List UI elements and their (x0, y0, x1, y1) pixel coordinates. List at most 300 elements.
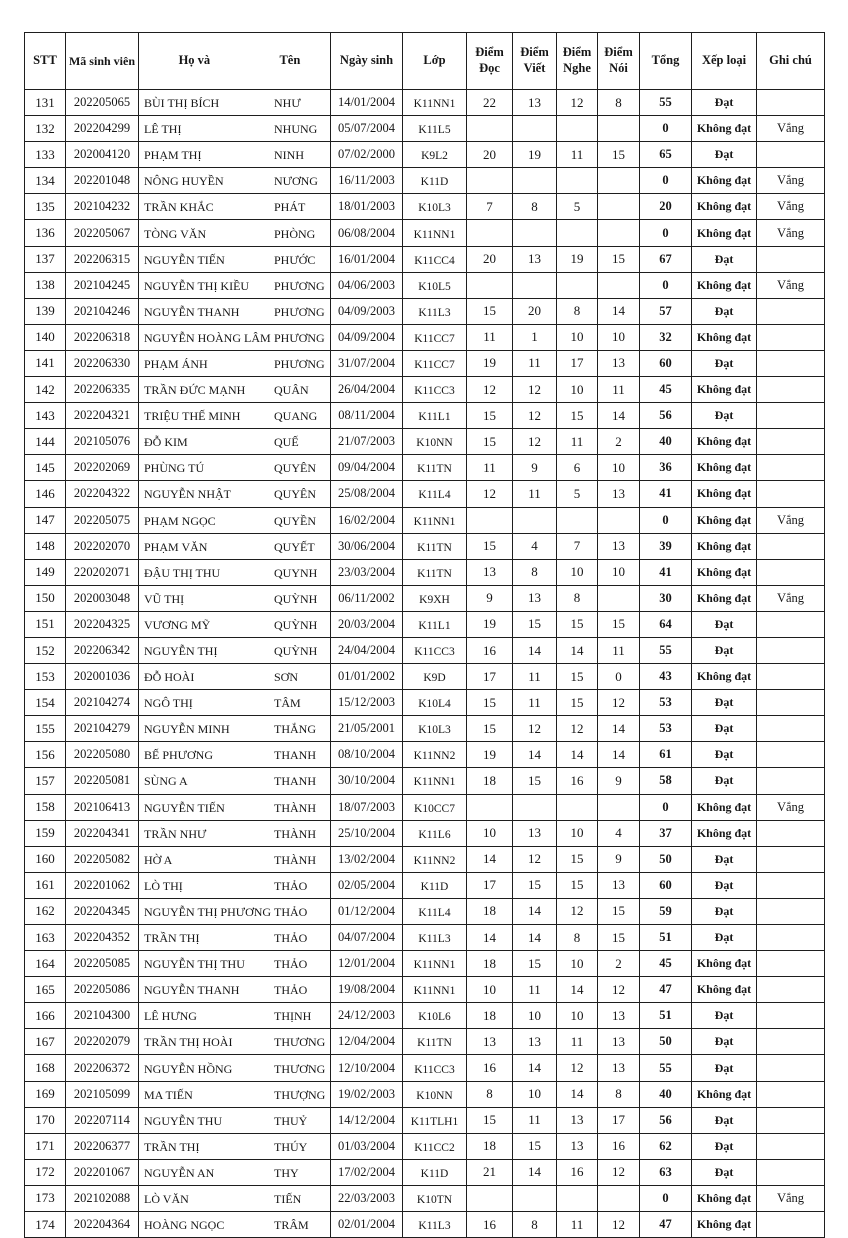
cell-stt: 154 (25, 690, 66, 716)
cell-family-name: MA TIẾN (144, 1087, 193, 1102)
cell-writing-score (513, 168, 557, 194)
cell-stt: 156 (25, 742, 66, 768)
cell-student-id: 202202069 (66, 455, 139, 481)
cell-stt: 170 (25, 1107, 66, 1133)
cell-note (757, 1212, 825, 1238)
table-row (25, 1081, 825, 1107)
cell-note (757, 820, 825, 846)
cell-total: 57 (640, 298, 692, 324)
cell-stt: 140 (25, 324, 66, 350)
cell-listening-score: 7 (557, 533, 598, 559)
cell-class: K11TN (403, 1029, 467, 1055)
cell-listening-score: 8 (557, 585, 598, 611)
cell-note: Vắng (757, 794, 825, 820)
cell-reading-score: 16 (467, 637, 513, 663)
cell-class: K11L5 (403, 116, 467, 142)
cell-birthdate: 04/09/2003 (331, 298, 403, 324)
cell-speaking-score: 4 (598, 820, 640, 846)
col-header-ten: Tên (279, 53, 301, 68)
cell-listening-score (557, 220, 598, 246)
cell-class: K11NN1 (403, 220, 467, 246)
cell-birthdate: 19/08/2004 (331, 977, 403, 1003)
cell-writing-score: 10 (513, 1003, 557, 1029)
cell-total: 60 (640, 350, 692, 376)
cell-fullname (139, 1081, 331, 1107)
cell-family-name: ĐỖ HOÀI (144, 670, 195, 685)
cell-birthdate: 18/07/2003 (331, 794, 403, 820)
cell-note: Vắng (757, 507, 825, 533)
cell-listening-score: 12 (557, 1055, 598, 1081)
cell-classification: Đạt (692, 1159, 757, 1185)
cell-speaking-score (598, 194, 640, 220)
cell-fullname (139, 585, 331, 611)
cell-writing-score: 14 (513, 898, 557, 924)
cell-reading-score: 18 (467, 898, 513, 924)
cell-given-name: QUỲNH (274, 591, 318, 606)
cell-total: 50 (640, 846, 692, 872)
cell-student-id: 202106413 (66, 794, 139, 820)
cell-reading-score: 10 (467, 977, 513, 1003)
cell-reading-score: 15 (467, 298, 513, 324)
table-row (25, 716, 825, 742)
cell-classification: Không đạt (692, 507, 757, 533)
cell-family-name: NGUYỄN THANH (144, 304, 240, 319)
cell-given-name: THƯƠNG (274, 1061, 326, 1076)
cell-birthdate: 25/10/2004 (331, 820, 403, 846)
cell-speaking-score: 13 (598, 872, 640, 898)
cell-class: K11L4 (403, 898, 467, 924)
table-row (25, 350, 825, 376)
cell-classification: Đạt (692, 1107, 757, 1133)
cell-student-id: 202205080 (66, 742, 139, 768)
cell-student-id: 202202070 (66, 533, 139, 559)
cell-student-id: 202205081 (66, 768, 139, 794)
cell-reading-score: 11 (467, 455, 513, 481)
cell-student-id: 202204341 (66, 820, 139, 846)
cell-fullname (139, 690, 331, 716)
cell-class: K11L3 (403, 925, 467, 951)
cell-birthdate: 08/10/2004 (331, 742, 403, 768)
cell-birthdate: 25/08/2004 (331, 481, 403, 507)
cell-reading-score (467, 507, 513, 533)
cell-stt: 144 (25, 429, 66, 455)
cell-stt: 147 (25, 507, 66, 533)
table-row (25, 1107, 825, 1133)
cell-classification: Không đạt (692, 455, 757, 481)
cell-stt: 158 (25, 794, 66, 820)
cell-listening-score: 15 (557, 403, 598, 429)
cell-given-name: PHƯƠNG (274, 330, 325, 345)
cell-listening-score (557, 116, 598, 142)
cell-fullname (139, 846, 331, 872)
cell-writing-score: 12 (513, 403, 557, 429)
cell-birthdate: 07/02/2000 (331, 142, 403, 168)
cell-classification: Không đạt (692, 664, 757, 690)
cell-note: Vắng (757, 220, 825, 246)
cell-classification: Đạt (692, 898, 757, 924)
col-header-note: Ghi chú (757, 33, 825, 90)
cell-writing-score: 8 (513, 559, 557, 585)
cell-student-id: 202202079 (66, 1029, 139, 1055)
cell-classification: Không đạt (692, 194, 757, 220)
cell-fullname (139, 272, 331, 298)
cell-fullname (139, 898, 331, 924)
cell-birthdate: 17/02/2004 (331, 1159, 403, 1185)
cell-fullname (139, 664, 331, 690)
cell-speaking-score: 14 (598, 716, 640, 742)
cell-family-name: NÔNG HUYỀN (144, 174, 224, 189)
table-row (25, 429, 825, 455)
cell-note (757, 846, 825, 872)
cell-listening-score: 5 (557, 481, 598, 507)
cell-class: K10CC7 (403, 794, 467, 820)
cell-classification: Không đạt (692, 794, 757, 820)
cell-total: 55 (640, 1055, 692, 1081)
cell-reading-score: 19 (467, 611, 513, 637)
cell-speaking-score: 11 (598, 637, 640, 663)
cell-note (757, 977, 825, 1003)
cell-birthdate: 04/09/2004 (331, 324, 403, 350)
cell-fullname (139, 507, 331, 533)
cell-given-name: TRÂM (274, 1218, 309, 1233)
cell-class: K10NN (403, 1081, 467, 1107)
cell-stt: 172 (25, 1159, 66, 1185)
cell-speaking-score: 2 (598, 951, 640, 977)
cell-student-id: 220202071 (66, 559, 139, 585)
cell-writing-score: 14 (513, 925, 557, 951)
cell-total: 20 (640, 194, 692, 220)
cell-class: K11L1 (403, 611, 467, 637)
cell-writing-score: 13 (513, 246, 557, 272)
cell-family-name: HOÀNG NGỌC (144, 1218, 225, 1233)
cell-speaking-score: 15 (598, 246, 640, 272)
cell-classification: Đạt (692, 142, 757, 168)
cell-given-name: QUYÊN (274, 487, 316, 502)
table-row (25, 690, 825, 716)
cell-total: 47 (640, 1212, 692, 1238)
cell-family-name: PHẠM ÁNH (144, 356, 208, 371)
cell-student-id: 202201067 (66, 1159, 139, 1185)
cell-class: K11TN (403, 559, 467, 585)
cell-note (757, 690, 825, 716)
col-header-ho: Họ và (178, 53, 211, 68)
cell-note (757, 533, 825, 559)
cell-birthdate: 05/07/2004 (331, 116, 403, 142)
cell-fullname (139, 168, 331, 194)
cell-student-id: 202204345 (66, 898, 139, 924)
cell-fullname (139, 116, 331, 142)
cell-classification: Không đạt (692, 220, 757, 246)
cell-writing-score: 12 (513, 846, 557, 872)
cell-writing-score (513, 272, 557, 298)
cell-fullname (139, 403, 331, 429)
cell-note (757, 951, 825, 977)
cell-total: 51 (640, 925, 692, 951)
cell-fullname (139, 794, 331, 820)
cell-note (757, 1133, 825, 1159)
cell-birthdate: 18/01/2003 (331, 194, 403, 220)
cell-birthdate: 21/07/2003 (331, 429, 403, 455)
cell-birthdate: 14/01/2004 (331, 90, 403, 116)
table-body (25, 90, 825, 1238)
cell-speaking-score (598, 168, 640, 194)
cell-total: 0 (640, 794, 692, 820)
cell-reading-score: 15 (467, 690, 513, 716)
cell-writing-score: 11 (513, 977, 557, 1003)
cell-birthdate: 16/11/2003 (331, 168, 403, 194)
cell-note (757, 429, 825, 455)
cell-given-name: NƯƠNG (274, 174, 318, 189)
cell-family-name: TRẦN THỊ HOÀI (144, 1035, 233, 1050)
cell-note (757, 142, 825, 168)
cell-classification: Không đạt (692, 1185, 757, 1211)
cell-total: 64 (640, 611, 692, 637)
cell-birthdate: 23/03/2004 (331, 559, 403, 585)
cell-reading-score: 20 (467, 142, 513, 168)
cell-fullname (139, 768, 331, 794)
table-row (25, 507, 825, 533)
cell-classification: Đạt (692, 1003, 757, 1029)
cell-classification: Đạt (692, 403, 757, 429)
cell-writing-score (513, 1185, 557, 1211)
cell-family-name: ĐẬU THỊ THU (144, 565, 221, 580)
cell-listening-score: 6 (557, 455, 598, 481)
cell-speaking-score (598, 1185, 640, 1211)
col-header-student-id: Mã sinh viên (66, 33, 139, 90)
cell-given-name: THÀNH (274, 800, 316, 815)
cell-birthdate: 02/01/2004 (331, 1212, 403, 1238)
cell-note: Vắng (757, 1185, 825, 1211)
cell-total: 45 (640, 377, 692, 403)
cell-writing-score: 14 (513, 742, 557, 768)
cell-stt: 152 (25, 637, 66, 663)
cell-listening-score: 14 (557, 977, 598, 1003)
cell-fullname (139, 742, 331, 768)
cell-stt: 157 (25, 768, 66, 794)
cell-total: 55 (640, 637, 692, 663)
cell-classification: Đạt (692, 350, 757, 376)
cell-class: K10TN (403, 1185, 467, 1211)
cell-listening-score: 10 (557, 951, 598, 977)
cell-speaking-score: 8 (598, 1081, 640, 1107)
cell-birthdate: 31/07/2004 (331, 350, 403, 376)
cell-given-name: PHƯƠNG (274, 356, 325, 371)
cell-student-id: 202104245 (66, 272, 139, 298)
table-row (25, 951, 825, 977)
cell-note (757, 1159, 825, 1185)
cell-reading-score: 11 (467, 324, 513, 350)
cell-family-name: LÒ VĂN (144, 1191, 189, 1206)
cell-student-id: 202003048 (66, 585, 139, 611)
cell-total: 53 (640, 690, 692, 716)
cell-fullname (139, 1133, 331, 1159)
col-header-total: Tổng (640, 33, 692, 90)
cell-writing-score: 15 (513, 1133, 557, 1159)
cell-note (757, 298, 825, 324)
cell-speaking-score: 11 (598, 377, 640, 403)
cell-student-id: 202104300 (66, 1003, 139, 1029)
cell-given-name: NHƯ (274, 96, 301, 111)
cell-class: K11L3 (403, 298, 467, 324)
cell-fullname (139, 820, 331, 846)
cell-birthdate: 06/08/2004 (331, 220, 403, 246)
cell-stt: 138 (25, 272, 66, 298)
cell-note (757, 898, 825, 924)
cell-listening-score: 8 (557, 298, 598, 324)
cell-listening-score: 19 (557, 246, 598, 272)
cell-given-name: PHƯỚC (274, 252, 316, 267)
cell-note: Vắng (757, 116, 825, 142)
cell-writing-score (513, 116, 557, 142)
cell-classification: Đạt (692, 90, 757, 116)
cell-note (757, 455, 825, 481)
cell-total: 30 (640, 585, 692, 611)
cell-speaking-score: 12 (598, 690, 640, 716)
cell-note (757, 611, 825, 637)
cell-fullname (139, 324, 331, 350)
cell-note: Vắng (757, 272, 825, 298)
cell-student-id: 202204325 (66, 611, 139, 637)
cell-student-id: 202004120 (66, 142, 139, 168)
table-row (25, 794, 825, 820)
cell-family-name: LÒ THỊ (144, 878, 183, 893)
col-header-speaking-score: Điểm Nói (598, 33, 640, 90)
cell-total: 56 (640, 1107, 692, 1133)
cell-class: K9L2 (403, 142, 467, 168)
cell-fullname (139, 481, 331, 507)
cell-listening-score: 8 (557, 925, 598, 951)
cell-total: 67 (640, 246, 692, 272)
cell-note: Vắng (757, 194, 825, 220)
cell-family-name: LÊ THỊ (144, 122, 182, 137)
table-row (25, 637, 825, 663)
cell-speaking-score: 9 (598, 768, 640, 794)
cell-student-id: 202104232 (66, 194, 139, 220)
cell-classification: Không đạt (692, 272, 757, 298)
cell-stt: 133 (25, 142, 66, 168)
table-row (25, 872, 825, 898)
cell-given-name: QUÂN (274, 383, 309, 398)
cell-given-name: THANH (274, 774, 316, 789)
table-row (25, 324, 825, 350)
cell-total: 40 (640, 429, 692, 455)
cell-classification: Đạt (692, 742, 757, 768)
cell-family-name: PHẠM VĂN (144, 539, 208, 554)
cell-reading-score: 15 (467, 533, 513, 559)
cell-reading-score: 15 (467, 716, 513, 742)
cell-stt: 135 (25, 194, 66, 220)
cell-speaking-score: 12 (598, 977, 640, 1003)
cell-reading-score: 22 (467, 90, 513, 116)
cell-student-id: 202206318 (66, 324, 139, 350)
cell-given-name: QUỲNH (274, 644, 318, 659)
cell-class: K11NN1 (403, 977, 467, 1003)
cell-fullname (139, 1029, 331, 1055)
cell-stt: 169 (25, 1081, 66, 1107)
cell-total: 59 (640, 898, 692, 924)
cell-class: K9D (403, 664, 467, 690)
cell-reading-score: 14 (467, 925, 513, 951)
cell-speaking-score: 8 (598, 90, 640, 116)
cell-family-name: SÙNG A (144, 774, 188, 789)
cell-reading-score: 10 (467, 820, 513, 846)
cell-stt: 162 (25, 898, 66, 924)
table-row (25, 481, 825, 507)
cell-family-name: VƯƠNG MỸ (144, 617, 211, 632)
cell-listening-score (557, 168, 598, 194)
cell-given-name: THÀNH (274, 826, 316, 841)
col-header-stt: STT (25, 33, 66, 90)
cell-student-id: 202205067 (66, 220, 139, 246)
cell-speaking-score: 17 (598, 1107, 640, 1133)
cell-birthdate: 09/04/2004 (331, 455, 403, 481)
cell-student-id: 202204321 (66, 403, 139, 429)
cell-note: Vắng (757, 168, 825, 194)
table-row (25, 90, 825, 116)
cell-fullname (139, 716, 331, 742)
cell-family-name: PHẠM NGỌC (144, 513, 216, 528)
cell-writing-score: 15 (513, 768, 557, 794)
col-header-class: Lớp (403, 33, 467, 90)
cell-speaking-score: 13 (598, 1003, 640, 1029)
cell-fullname (139, 298, 331, 324)
cell-class: K11L4 (403, 481, 467, 507)
cell-speaking-score (598, 794, 640, 820)
cell-writing-score (513, 220, 557, 246)
cell-listening-score: 14 (557, 742, 598, 768)
student-score-table (24, 32, 825, 1238)
col-header-fullname (139, 33, 331, 90)
cell-note (757, 1055, 825, 1081)
cell-classification: Đạt (692, 246, 757, 272)
cell-note (757, 1081, 825, 1107)
cell-classification: Đạt (692, 637, 757, 663)
cell-writing-score: 11 (513, 690, 557, 716)
cell-family-name: HỜ A (144, 852, 173, 867)
cell-classification: Đạt (692, 690, 757, 716)
cell-stt: 163 (25, 925, 66, 951)
cell-total: 37 (640, 820, 692, 846)
cell-family-name: NGUYỄN THỊ (144, 644, 218, 659)
table-row (25, 1029, 825, 1055)
cell-total: 63 (640, 1159, 692, 1185)
cell-reading-score (467, 272, 513, 298)
cell-classification: Đạt (692, 1029, 757, 1055)
cell-given-name: THANH (274, 748, 316, 763)
cell-stt: 134 (25, 168, 66, 194)
cell-student-id: 202105076 (66, 429, 139, 455)
cell-stt: 139 (25, 298, 66, 324)
cell-classification: Đạt (692, 846, 757, 872)
cell-classification: Không đạt (692, 1081, 757, 1107)
cell-stt: 173 (25, 1185, 66, 1211)
cell-class: K11NN1 (403, 951, 467, 977)
cell-speaking-score: 10 (598, 324, 640, 350)
cell-fullname (139, 1212, 331, 1238)
cell-given-name: NHUNG (274, 122, 318, 137)
cell-speaking-score (598, 272, 640, 298)
cell-writing-score: 15 (513, 951, 557, 977)
cell-writing-score: 9 (513, 455, 557, 481)
cell-speaking-score (598, 116, 640, 142)
cell-classification: Đạt (692, 925, 757, 951)
cell-reading-score: 16 (467, 1055, 513, 1081)
cell-fullname (139, 1159, 331, 1185)
cell-fullname (139, 637, 331, 663)
cell-given-name: THẢO (274, 878, 308, 893)
cell-listening-score: 15 (557, 664, 598, 690)
cell-listening-score: 11 (557, 142, 598, 168)
